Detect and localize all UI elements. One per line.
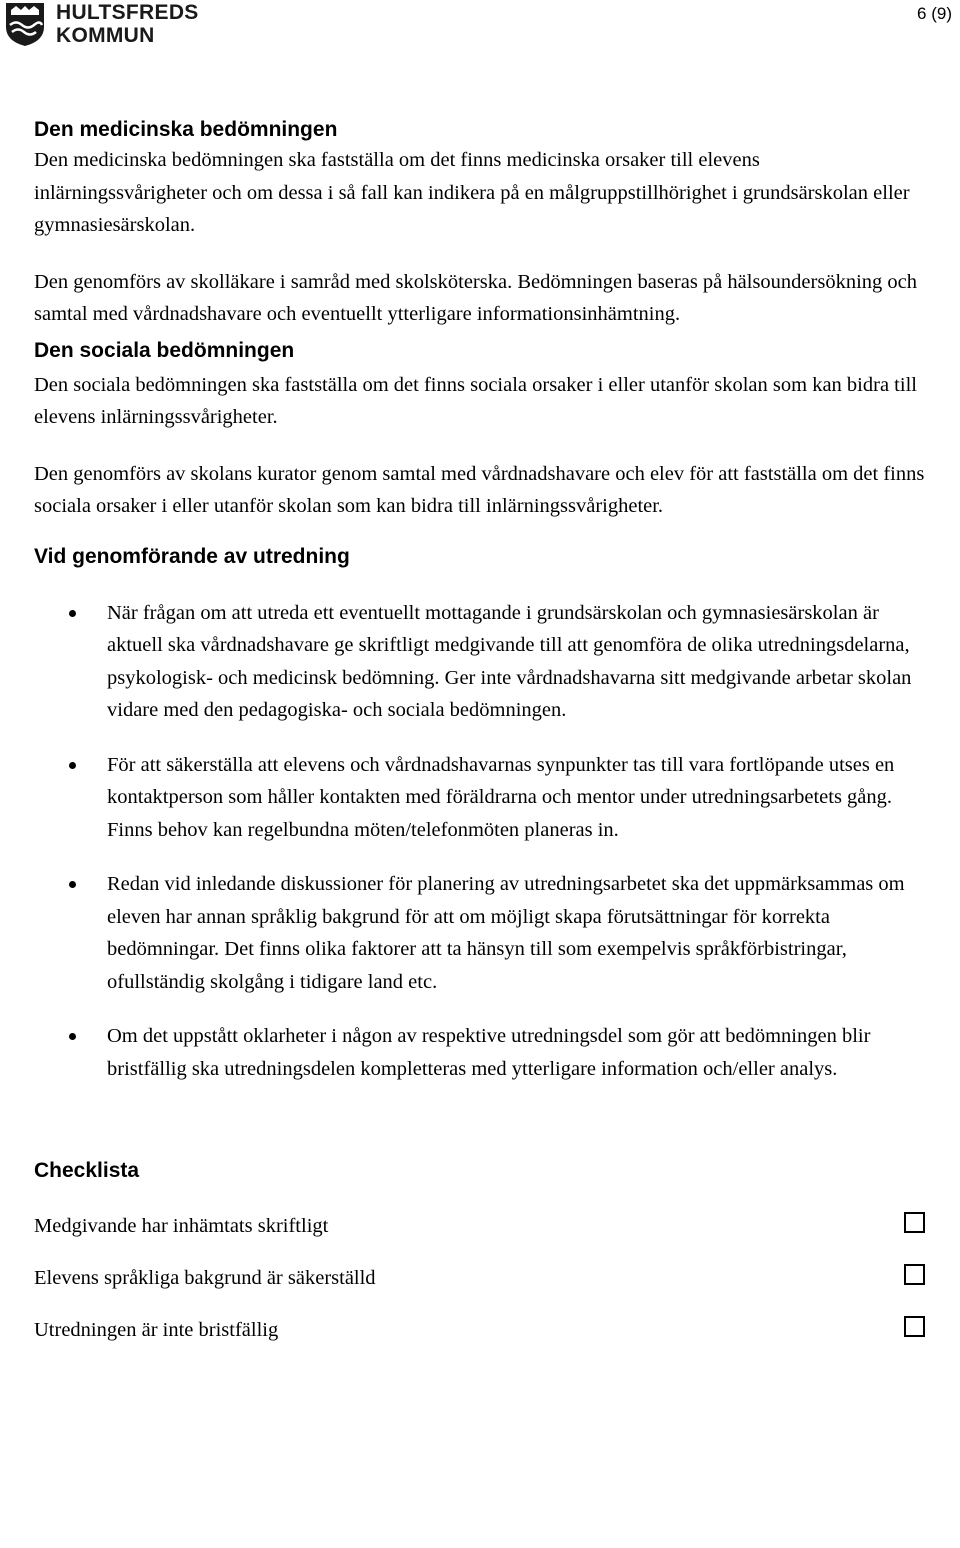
bullet-text: När frågan om att utreda ett eventuellt mottagande i grundsärskolan och gymnasiesärskolan är aktuell ska vårdnadshavare ge skriftligt medgivande till att genomföra de olika utredningsdelarna, psykologisk- och medicinsk bedömning. Ger inte vårdnadshavarna sitt medgivande arbetar skolan vidare med den pedagogiska- och sociala bedömningen. (107, 601, 912, 721)
bullet-text: För att säkerställa att elevens och vårdnadshavarnas synpunkter tas till vara fortlöpande utses en kontaktperson som håller kontakten med föräldrarna och mentor under utredningsarbetets gång. Finns behov kan regelbundna möten/telefonmöten planeras in. (107, 753, 895, 841)
bullet-text: Redan vid inledande diskussioner för planering av utredningsarbetet ska det uppmärksammas om eleven har annan språklig bakgrund för att om möjligt skapa förutsättningar för korrekta bedömningar. Det finns olika faktorer att ta hänsyn till som exempelvis språkförbistringar, ofullständig skolgång i tidigare land etc. (107, 873, 905, 993)
section-heading-medical: Den medicinska bedömningen (34, 118, 338, 141)
execution-bullet-list (34, 597, 934, 1086)
paragraph-social-2: Den genomförs av skolans kurator genom samtal med vårdnadshavare och elev för att fastställa om det finns sociala orsaker i eller utanför skolan som kan bidra till inlärningssvårigheter. (34, 462, 925, 517)
checklist-item (34, 1262, 934, 1314)
municipal-crest-icon (4, 1, 46, 47)
document-body (34, 116, 934, 1366)
paragraph-medical-1: Den medicinska bedömningen ska fastställa om det finns medicinska orsaker till elevens inlärningssvårigheter och om dessa i så fall kan indikera på en målgruppstillhörighet i grundsärskolan eller gymnasiesärskolan. (34, 149, 910, 236)
bullet-dot-icon (69, 1033, 76, 1040)
section-heading-checklist: Checklista (34, 1159, 140, 1182)
checklist-checkbox[interactable] (904, 1316, 925, 1337)
bullet-item (34, 749, 934, 847)
section-heading-social: Den sociala bedömningen (34, 338, 295, 362)
checklist-item (34, 1210, 934, 1262)
bullet-dot-icon (69, 610, 76, 617)
section-heading-execution: Vid genomförande av utredning (34, 544, 350, 568)
bullet-dot-icon (69, 762, 76, 769)
paragraph-medical-2: Den genomförs av skolläkare i samråd med skolsköterska. Bedömningen baseras på hälsoundersökning och samtal med vårdnadshavare och eventuellt ytterligare informationsinhämtning. (34, 270, 917, 325)
checklist-label: Elevens språkliga bakgrund är säkerställd (34, 1267, 376, 1289)
checklist-label: Medgivande har inhämtats skriftligt (34, 1215, 329, 1237)
bullet-text: Om det uppstått oklarheter i någon av respektive utredningsdel som gör att bedömningen blir bristfällig ska utredningsdelen kompletteras med ytterligare information och/eller analys. (107, 1025, 871, 1080)
paragraph-social-1: Den sociala bedömningen ska fastställa om det finns sociala orsaker i eller utanför skolan som kan bidra till elevens inlärningssvårigheter. (34, 373, 917, 428)
checklist-label: Utredningen är inte bristfällig (34, 1319, 279, 1341)
logo-line-1: HULTSFREDS (56, 1, 199, 24)
bullet-item (34, 1020, 934, 1085)
checklist-checkbox[interactable] (904, 1212, 925, 1233)
logo-text (56, 1, 199, 47)
checklist-checkbox[interactable] (904, 1264, 925, 1285)
bullet-dot-icon (69, 881, 76, 888)
bullet-item (34, 597, 934, 727)
logo (4, 1, 199, 47)
logo-line-2: KOMMUN (56, 24, 155, 47)
bullet-item (34, 868, 934, 998)
page-number: 6 (9) (917, 4, 952, 23)
checklist-item (34, 1314, 934, 1366)
